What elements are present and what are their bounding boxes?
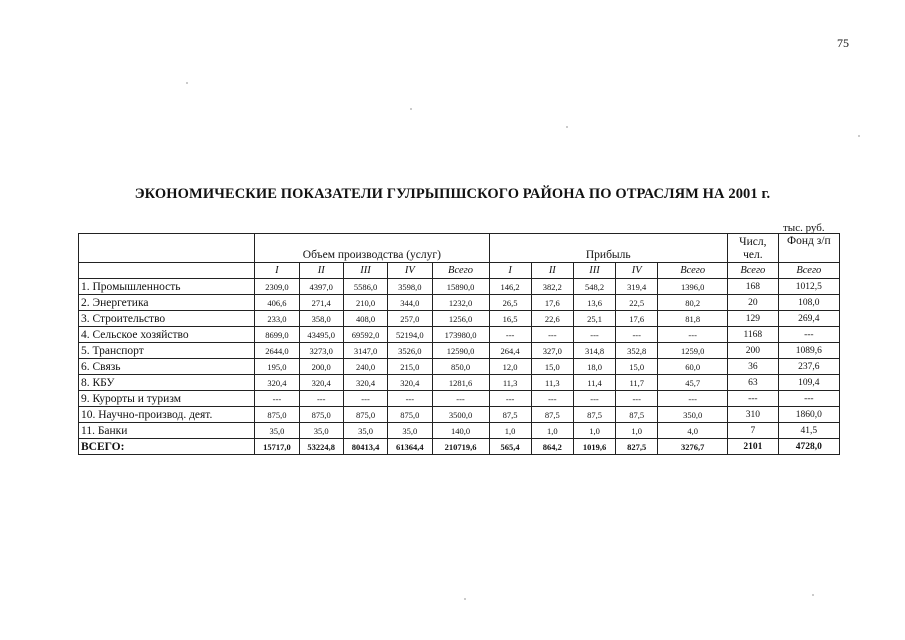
- volume-cell: 8699,0: [255, 327, 299, 343]
- scan-speck: [858, 135, 860, 137]
- volume-cell: 4397,0: [299, 279, 343, 295]
- profit-cell: ---: [531, 391, 573, 407]
- profit-total-cell: 1396,0: [658, 279, 728, 295]
- total-row: [79, 439, 840, 455]
- profit-cell: 15,0: [531, 359, 573, 375]
- row-name: 9. Курорты и туризм: [79, 391, 255, 407]
- profit-cell: 11,7: [616, 375, 658, 391]
- header-profit: Прибыль: [489, 234, 727, 263]
- wage-fund-cell: ---: [778, 391, 839, 407]
- profit-cell: 352,8: [616, 343, 658, 359]
- profit-cell: 15,0: [616, 359, 658, 375]
- volume-cell: 320,4: [343, 375, 387, 391]
- volume-cell: 2309,0: [255, 279, 299, 295]
- total-row-name: ВСЕГО:: [79, 439, 255, 455]
- volume-cell: 344,0: [388, 295, 432, 311]
- subheader-cell: Всего: [658, 263, 728, 279]
- volume-cell: 408,0: [343, 311, 387, 327]
- wage-fund-cell: 108,0: [778, 295, 839, 311]
- profit-cell: ---: [573, 327, 615, 343]
- wage-fund-cell: 1860,0: [778, 407, 839, 423]
- page-number: 75: [837, 36, 849, 50]
- volume-total-cell: 1281,6: [432, 375, 489, 391]
- profit-cell: 382,2: [531, 279, 573, 295]
- row-name: 1. Промышленность: [79, 279, 255, 295]
- profit-cell: ---: [531, 327, 573, 343]
- profit-cell: 1019,6: [573, 439, 615, 455]
- volume-cell: 215,0: [388, 359, 432, 375]
- employees-cell: 1168: [728, 327, 779, 343]
- table-row: [79, 311, 840, 327]
- table-row: [79, 279, 840, 295]
- wage-fund-cell: ---: [778, 327, 839, 343]
- volume-total-cell: 210719,6: [432, 439, 489, 455]
- employees-cell: 20: [728, 295, 779, 311]
- volume-cell: 271,4: [299, 295, 343, 311]
- header-empty-cell: [79, 234, 255, 263]
- volume-cell: 35,0: [343, 423, 387, 439]
- profit-total-cell: ---: [658, 391, 728, 407]
- employees-cell: 36: [728, 359, 779, 375]
- wage-fund-cell: 269,4: [778, 311, 839, 327]
- scan-speck: [812, 594, 814, 596]
- volume-cell: 875,0: [299, 407, 343, 423]
- volume-cell: 61364,4: [388, 439, 432, 455]
- table-row: [79, 359, 840, 375]
- volume-cell: 3273,0: [299, 343, 343, 359]
- volume-cell: 210,0: [343, 295, 387, 311]
- profit-cell: 1,0: [573, 423, 615, 439]
- volume-cell: 406,6: [255, 295, 299, 311]
- volume-total-cell: ---: [432, 391, 489, 407]
- volume-total-cell: 850,0: [432, 359, 489, 375]
- volume-cell: ---: [299, 391, 343, 407]
- row-name: 4. Сельское хозяйство: [79, 327, 255, 343]
- volume-cell: 43495,0: [299, 327, 343, 343]
- wage-fund-cell: 1089,6: [778, 343, 839, 359]
- profit-cell: 17,6: [616, 311, 658, 327]
- table-row: [79, 375, 840, 391]
- scan-speck: [410, 108, 412, 110]
- volume-cell: 875,0: [343, 407, 387, 423]
- profit-cell: 16,5: [489, 311, 531, 327]
- profit-total-cell: 350,0: [658, 407, 728, 423]
- volume-cell: 200,0: [299, 359, 343, 375]
- profit-total-cell: 45,7: [658, 375, 728, 391]
- profit-cell: 146,2: [489, 279, 531, 295]
- profit-cell: ---: [573, 391, 615, 407]
- employees-cell: 200: [728, 343, 779, 359]
- profit-total-cell: ---: [658, 327, 728, 343]
- profit-cell: 827,5: [616, 439, 658, 455]
- profit-cell: 11,3: [531, 375, 573, 391]
- volume-cell: 875,0: [255, 407, 299, 423]
- profit-total-cell: 3276,7: [658, 439, 728, 455]
- profit-total-cell: 60,0: [658, 359, 728, 375]
- subheader-cell: IV: [616, 263, 658, 279]
- profit-cell: 314,8: [573, 343, 615, 359]
- volume-cell: 195,0: [255, 359, 299, 375]
- subheader-cell: II: [299, 263, 343, 279]
- volume-cell: 52194,0: [388, 327, 432, 343]
- volume-total-cell: 140,0: [432, 423, 489, 439]
- volume-cell: 5586,0: [343, 279, 387, 295]
- volume-cell: ---: [255, 391, 299, 407]
- profit-cell: 548,2: [573, 279, 615, 295]
- employees-cell: 63: [728, 375, 779, 391]
- volume-cell: 35,0: [299, 423, 343, 439]
- profit-cell: 87,5: [616, 407, 658, 423]
- profit-total-cell: 4,0: [658, 423, 728, 439]
- volume-cell: 35,0: [255, 423, 299, 439]
- profit-cell: 17,6: [531, 295, 573, 311]
- profit-total-cell: 80,2: [658, 295, 728, 311]
- subheader-cell: Всего: [778, 263, 839, 279]
- wage-fund-cell: 1012,5: [778, 279, 839, 295]
- header-volume: Объем производства (услуг): [255, 234, 489, 263]
- volume-cell: 53224,8: [299, 439, 343, 455]
- employees-cell: 7: [728, 423, 779, 439]
- row-name: 10. Научно-производ. деят.: [79, 407, 255, 423]
- profit-cell: 11,4: [573, 375, 615, 391]
- subheader-cell: I: [255, 263, 299, 279]
- profit-cell: 11,3: [489, 375, 531, 391]
- volume-cell: 233,0: [255, 311, 299, 327]
- volume-cell: 69592,0: [343, 327, 387, 343]
- profit-cell: 1,0: [616, 423, 658, 439]
- profit-cell: 87,5: [531, 407, 573, 423]
- table-row: [79, 407, 840, 423]
- employees-cell: 168: [728, 279, 779, 295]
- table-row: [79, 327, 840, 343]
- row-name: 5. Транспорт: [79, 343, 255, 359]
- profit-cell: ---: [489, 391, 531, 407]
- header-employees: Числ, чел.: [728, 234, 779, 263]
- volume-cell: 3526,0: [388, 343, 432, 359]
- volume-total-cell: 15890,0: [432, 279, 489, 295]
- table-subheader-row: [79, 263, 840, 279]
- volume-cell: ---: [388, 391, 432, 407]
- row-name: 8. КБУ: [79, 375, 255, 391]
- subheader-cell: Всего: [432, 263, 489, 279]
- profit-total-cell: 81,8: [658, 311, 728, 327]
- profit-cell: 327,0: [531, 343, 573, 359]
- volume-cell: 3598,0: [388, 279, 432, 295]
- economic-indicators-table: [78, 233, 840, 455]
- volume-cell: ---: [343, 391, 387, 407]
- profit-cell: 22,6: [531, 311, 573, 327]
- employees-cell: 129: [728, 311, 779, 327]
- row-name: 6. Связь: [79, 359, 255, 375]
- volume-cell: 320,4: [299, 375, 343, 391]
- volume-cell: 257,0: [388, 311, 432, 327]
- employees-cell: 2101: [728, 439, 779, 455]
- subheader-cell: II: [531, 263, 573, 279]
- profit-cell: 18,0: [573, 359, 615, 375]
- profit-cell: 319,4: [616, 279, 658, 295]
- profit-cell: 864,2: [531, 439, 573, 455]
- employees-cell: 310: [728, 407, 779, 423]
- profit-cell: 1,0: [489, 423, 531, 439]
- volume-cell: 875,0: [388, 407, 432, 423]
- volume-total-cell: 1256,0: [432, 311, 489, 327]
- profit-cell: ---: [616, 391, 658, 407]
- volume-cell: 2644,0: [255, 343, 299, 359]
- table-row: [79, 295, 840, 311]
- row-name: 3. Строительство: [79, 311, 255, 327]
- profit-cell: 87,5: [573, 407, 615, 423]
- wage-fund-cell: 109,4: [778, 375, 839, 391]
- scan-speck: [566, 126, 568, 128]
- profit-cell: 1,0: [531, 423, 573, 439]
- employees-cell: ---: [728, 391, 779, 407]
- document-title: ЭКОНОМИЧЕСКИЕ ПОКАЗАТЕЛИ ГУЛРЫПШСКОГО РАЙОНА ПО ОТРАСЛЯМ НА 2001 г.: [134, 186, 771, 202]
- wage-fund-cell: 41,5: [778, 423, 839, 439]
- wage-fund-cell: 237,6: [778, 359, 839, 375]
- volume-cell: 80413,4: [343, 439, 387, 455]
- wage-fund-cell: 4728,0: [778, 439, 839, 455]
- scan-speck: [464, 598, 466, 600]
- profit-cell: 87,5: [489, 407, 531, 423]
- subheader-cell: IV: [388, 263, 432, 279]
- header-wage-fund: Фонд з/п: [778, 234, 839, 263]
- volume-total-cell: 1232,0: [432, 295, 489, 311]
- volume-cell: 15717,0: [255, 439, 299, 455]
- scan-speck: [186, 82, 188, 84]
- subheader-empty-cell: [79, 263, 255, 279]
- table-row: [79, 343, 840, 359]
- profit-cell: 25,1: [573, 311, 615, 327]
- profit-cell: 264,4: [489, 343, 531, 359]
- subheader-cell: III: [343, 263, 387, 279]
- volume-cell: 320,4: [255, 375, 299, 391]
- profit-cell: 12,0: [489, 359, 531, 375]
- table-row: [79, 423, 840, 439]
- subheader-cell: III: [573, 263, 615, 279]
- table-body: [79, 279, 840, 455]
- profit-cell: 26,5: [489, 295, 531, 311]
- subheader-cell: I: [489, 263, 531, 279]
- volume-total-cell: 3500,0: [432, 407, 489, 423]
- volume-cell: 240,0: [343, 359, 387, 375]
- volume-cell: 320,4: [388, 375, 432, 391]
- units-label: тыс. руб.: [783, 222, 825, 234]
- table-row: [79, 391, 840, 407]
- profit-cell: 22,5: [616, 295, 658, 311]
- volume-total-cell: 12590,0: [432, 343, 489, 359]
- profit-total-cell: 1259,0: [658, 343, 728, 359]
- subheader-cell: Всего: [728, 263, 779, 279]
- profit-cell: ---: [616, 327, 658, 343]
- profit-cell: 13,6: [573, 295, 615, 311]
- table-header-row: [79, 234, 840, 263]
- row-name: 11. Банки: [79, 423, 255, 439]
- row-name: 2. Энергетика: [79, 295, 255, 311]
- volume-cell: 3147,0: [343, 343, 387, 359]
- profit-cell: ---: [489, 327, 531, 343]
- profit-cell: 565,4: [489, 439, 531, 455]
- volume-cell: 358,0: [299, 311, 343, 327]
- volume-cell: 35,0: [388, 423, 432, 439]
- volume-total-cell: 173980,0: [432, 327, 489, 343]
